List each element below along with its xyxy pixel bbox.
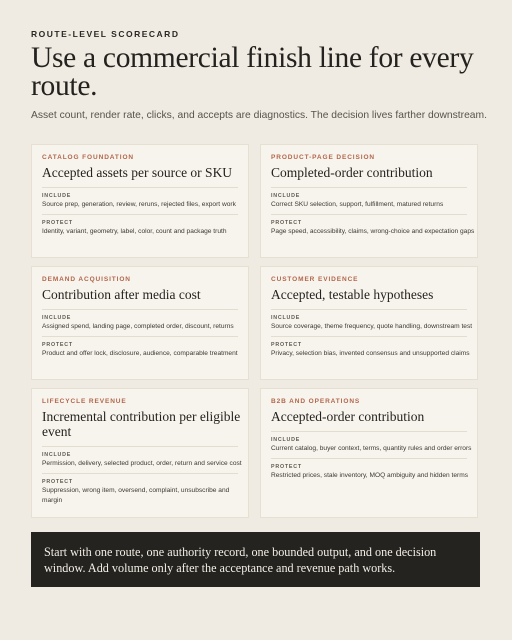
divider <box>42 336 238 337</box>
card-title: Accepted assets per source or SKU <box>42 165 233 180</box>
card-tag: PRODUCT-PAGE DECISION <box>271 154 376 161</box>
protect-label: PROTECT <box>42 220 73 226</box>
eyebrow: ROUTE-LEVEL SCORECARD <box>31 29 180 39</box>
footer-callout <box>31 532 480 587</box>
include-label: INCLUDE <box>271 193 301 199</box>
protect-text: Suppression, wrong item, oversend, complaint, unsubscribe and margin <box>42 487 230 504</box>
divider <box>42 309 238 310</box>
card-title: Accepted-order contribution <box>271 409 425 424</box>
scorecard-card <box>31 144 249 258</box>
include-label: INCLUDE <box>42 452 72 458</box>
page-subtitle: Asset count, render rate, clicks, and accepts are diagnostics. The decision lives farther downstream. <box>31 110 487 121</box>
card-tag: CUSTOMER EVIDENCE <box>271 276 359 283</box>
divider <box>271 214 467 215</box>
include-text: Source prep, generation, review, reruns, rejected files, export work <box>42 201 236 208</box>
scorecard-card <box>31 266 249 380</box>
divider <box>271 431 467 432</box>
divider <box>271 309 467 310</box>
card-tag: CATALOG FOUNDATION <box>42 154 135 161</box>
card-title: Contribution after media cost <box>42 287 201 302</box>
card-tag: LIFECYCLE REVENUE <box>42 398 127 405</box>
include-text: Assigned spend, landing page, completed order, discount, returns <box>42 323 234 330</box>
scorecard-card <box>31 388 249 518</box>
protect-text: Identity, variant, geometry, label, color, count and package truth <box>42 228 227 235</box>
include-text: Permission, delivery, selected product, order, return and service cost <box>42 460 242 467</box>
protect-label: PROTECT <box>271 342 302 348</box>
divider <box>42 214 238 215</box>
include-text: Correct SKU selection, support, fulfillment, matured returns <box>271 201 444 208</box>
protect-label: PROTECT <box>42 479 73 485</box>
include-label: INCLUDE <box>271 437 301 443</box>
include-label: INCLUDE <box>42 193 72 199</box>
card-title: Completed-order contribution <box>271 165 433 180</box>
divider <box>271 336 467 337</box>
protect-text: Privacy, selection bias, invented consensus and unsupported claims <box>271 350 470 357</box>
card-title: Incremental contribution per eligible event <box>42 409 241 439</box>
protect-text: Page speed, accessibility, claims, wrong-choice and expectation gaps <box>271 228 475 235</box>
protect-label: PROTECT <box>42 342 73 348</box>
protect-label: PROTECT <box>271 220 302 226</box>
divider <box>42 187 238 188</box>
protect-text: Product and offer lock, disclosure, audience, comparable treatment <box>42 350 238 357</box>
include-text: Current catalog, buyer context, terms, quantity rules and order errors <box>271 445 472 452</box>
page-title: Use a commercial finish line for every route. <box>31 42 474 102</box>
footer-text: Start with one route, one authority record, one bounded output, and one decision window. Add volume only after the acceptance and revenue path works. <box>44 545 437 575</box>
scorecard-card <box>260 388 478 518</box>
divider <box>42 473 238 474</box>
protect-label: PROTECT <box>271 464 302 470</box>
scorecard-card <box>260 144 478 258</box>
scorecard-card <box>260 266 478 380</box>
divider <box>271 187 467 188</box>
card-title: Accepted, testable hypotheses <box>271 287 434 302</box>
divider <box>271 458 467 459</box>
card-tag: DEMAND ACQUISITION <box>42 276 131 283</box>
include-text: Source coverage, theme frequency, quote handling, downstream test <box>271 323 473 330</box>
divider <box>42 446 238 447</box>
card-tag: B2B AND OPERATIONS <box>271 398 361 405</box>
include-label: INCLUDE <box>42 315 72 321</box>
protect-text: Restricted prices, stale inventory, MOQ ambiguity and hidden terms <box>271 472 469 479</box>
include-label: INCLUDE <box>271 315 301 321</box>
